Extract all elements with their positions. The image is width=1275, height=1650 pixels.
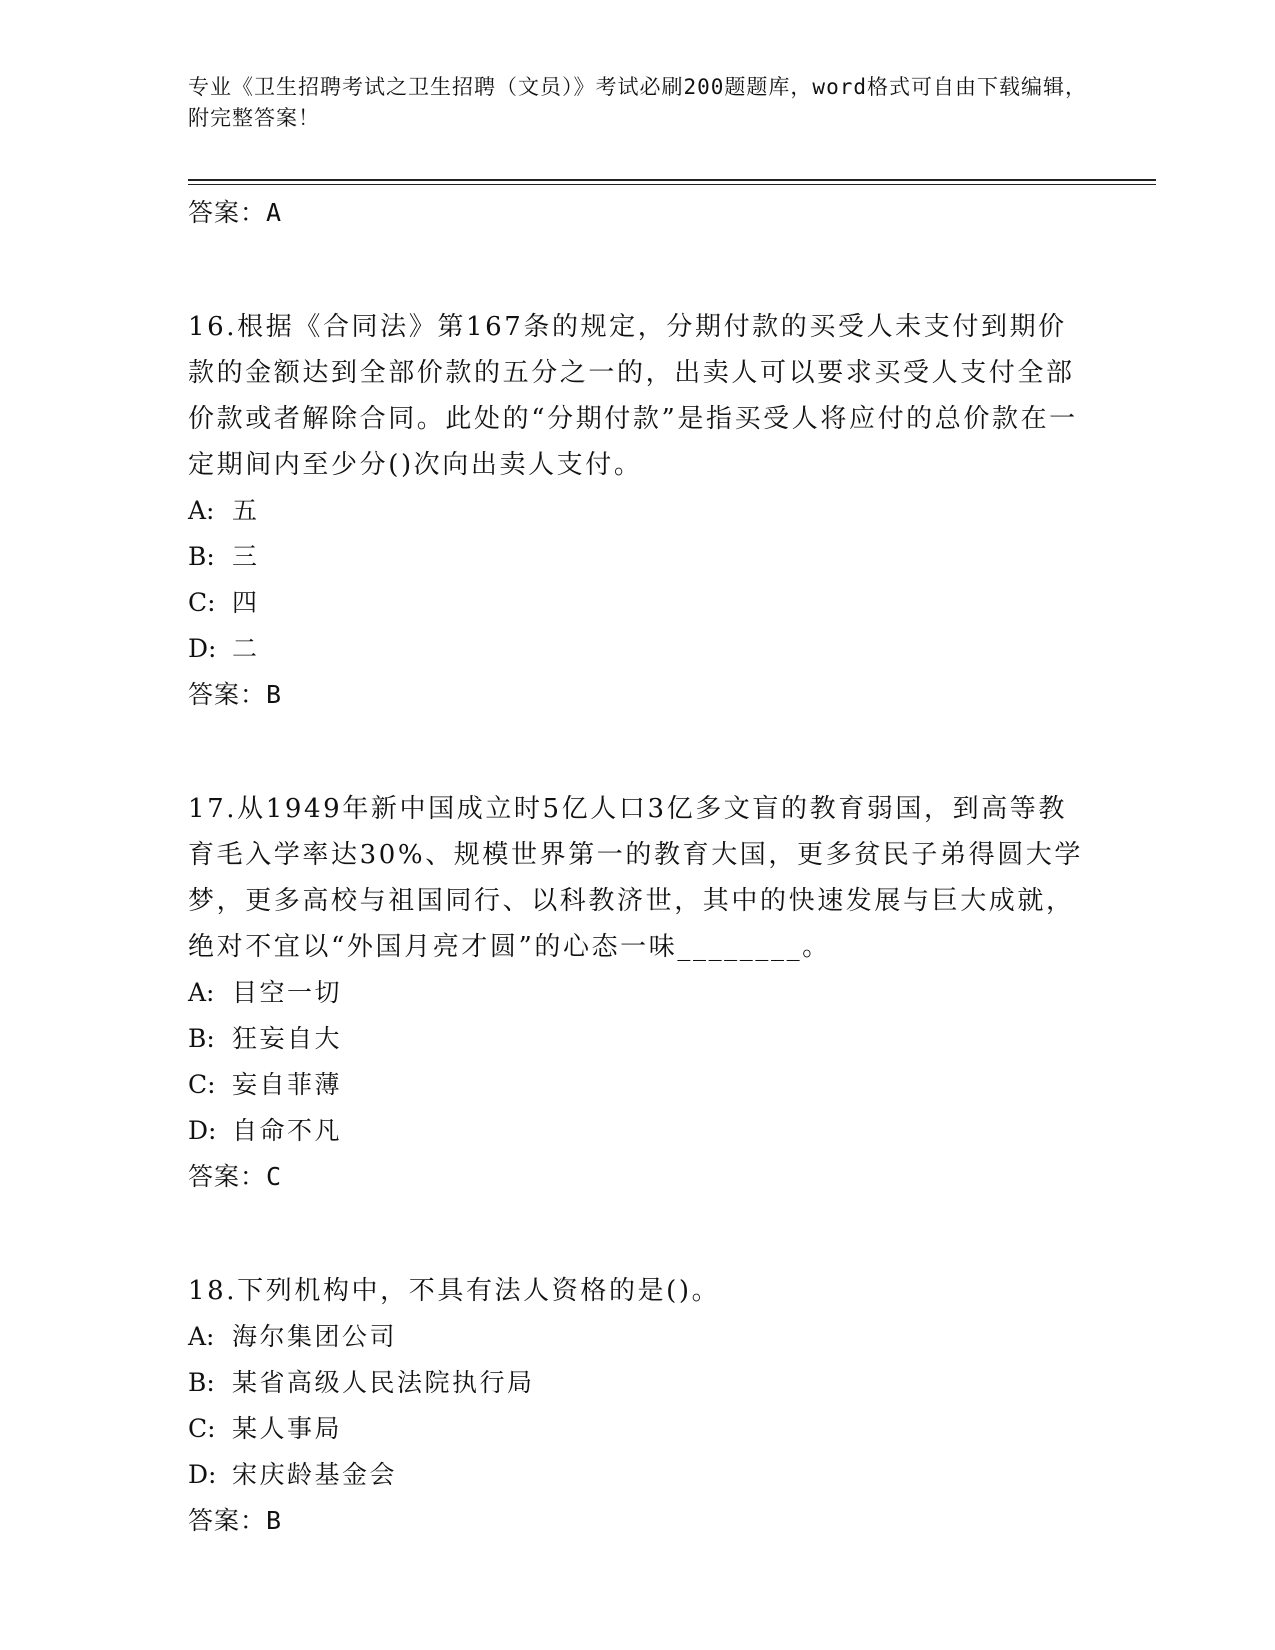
document-header: 专业《卫生招聘考试之卫生招聘（文员）》考试必刷200题题库，word格式可自由下载编辑，附完整答案！: [188, 75, 1087, 130]
option-c: C: 某人事局: [188, 1414, 343, 1443]
option-b: B: 某省高级人民法院执行局: [188, 1368, 535, 1397]
question-block: [188, 1268, 1088, 1544]
answer-line: 答案：C: [188, 1162, 283, 1191]
option-b: B: 三: [188, 542, 260, 571]
option-c: C: 妄自菲薄: [188, 1070, 343, 1099]
answer-line: 答案：A: [188, 198, 283, 227]
header-divider-thin: [188, 184, 1156, 185]
option-b: B: 狂妄自大: [188, 1024, 343, 1053]
option-d: D: 宋庆龄基金会: [188, 1460, 398, 1489]
question-text: 18.下列机构中，不具有法人资格的是()。: [188, 1276, 721, 1306]
option-d: D: 自命不凡: [188, 1116, 343, 1145]
option-c: C: 四: [188, 588, 260, 617]
answer-line: 答案：B: [188, 680, 283, 709]
question-list: [188, 190, 1088, 1544]
question-block: [188, 304, 1088, 718]
question-block: [188, 786, 1088, 1200]
option-d: D: 二: [188, 634, 260, 663]
question-text: 16.根据《合同法》第167条的规定，分期付款的买受人未支付到期价款的金额达到全部价款的五分之一的，出卖人可以要求买受人支付全部价款或者解除合同。此处的“分期付款”是指买受人将应付的总价款在一定期间内至少分()次向出卖人支付。: [188, 312, 1078, 480]
option-a: A: 目空一切: [188, 978, 343, 1007]
question-text: 17.从1949年新中国成立时5亿人口3亿多文盲的教育弱国，到高等教育毛入学率达30%、规模世界第一的教育大国，更多贫民子弟得圆大学梦，更多高校与祖国同行、以科教济世，其中的快速发展与巨大成就，绝对不宜以“外国月亮才圆”的心态一味________。: [188, 794, 1083, 962]
option-a: A: 五: [188, 496, 260, 525]
option-a: A: 海尔集团公司: [188, 1322, 398, 1351]
header-divider: [188, 179, 1156, 181]
answer-line: 答案：B: [188, 1506, 283, 1535]
